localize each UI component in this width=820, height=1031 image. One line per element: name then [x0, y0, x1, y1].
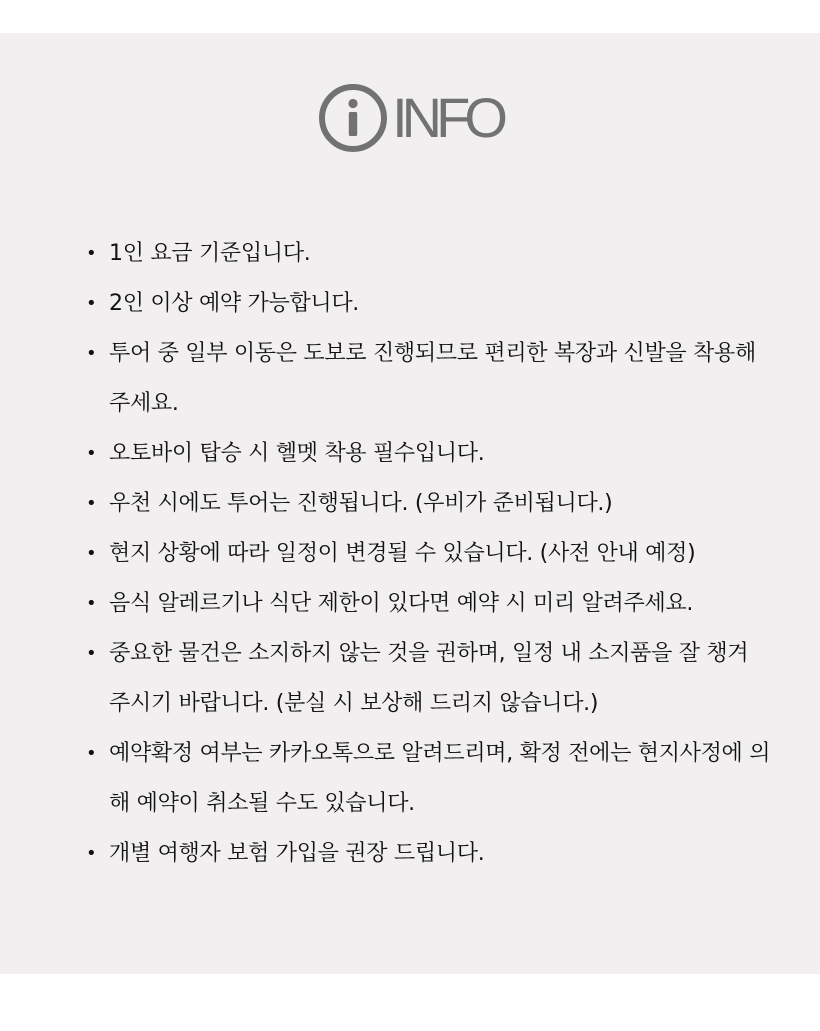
- bullet-icon: •: [86, 493, 97, 514]
- info-title: INFO: [392, 86, 502, 149]
- list-item: [0, 229, 820, 279]
- note-text: 중요한 물건은 소지하지 않는 것을 권하며, 일정 내 소지품을 잘 챙겨 주시기 바랍니다. (분실 시 보상해 드리지 않습니다.): [109, 641, 749, 716]
- bullet-icon: •: [86, 343, 97, 364]
- list-item: [0, 629, 820, 729]
- list-item: [0, 829, 820, 879]
- note-text: 현지 상황에 따라 일정이 변경될 수 있습니다. (사전 안내 예정): [109, 541, 696, 566]
- notes-list: [0, 229, 820, 879]
- list-item: [0, 429, 820, 479]
- info-header: [0, 83, 820, 153]
- list-item: [0, 279, 820, 329]
- note-text: 투어 중 일부 이동은 도보로 진행되므로 편리한 복장과 신발을 착용해 주세요.: [109, 341, 756, 416]
- list-item: [0, 529, 820, 579]
- bullet-icon: •: [86, 243, 97, 264]
- note-text: 예약확정 여부는 카카오톡으로 알려드리며, 확정 전에는 현지사정에 의해 예약이 취소될 수도 있습니다.: [109, 741, 771, 816]
- bullet-icon: •: [86, 643, 97, 664]
- bullet-icon: •: [86, 293, 97, 314]
- note-text: 1인 요금 기준입니다.: [109, 241, 311, 266]
- list-item: [0, 479, 820, 529]
- note-text: 개별 여행자 보험 가입을 권장 드립니다.: [109, 841, 485, 866]
- bullet-icon: •: [86, 443, 97, 464]
- note-text: 음식 알레르기나 식단 제한이 있다면 예약 시 미리 알려주세요.: [109, 591, 694, 616]
- note-text: 2인 이상 예약 가능합니다.: [109, 291, 359, 316]
- bullet-icon: •: [86, 743, 97, 764]
- note-text: 우천 시에도 투어는 진행됩니다. (우비가 준비됩니다.): [109, 491, 613, 516]
- note-text: 오토바이 탑승 시 헬멧 착용 필수입니다.: [109, 441, 485, 466]
- bullet-icon: •: [86, 543, 97, 564]
- info-panel: [0, 33, 820, 974]
- list-item: [0, 579, 820, 629]
- list-item: [0, 329, 820, 429]
- info-circle-icon: [318, 83, 388, 153]
- bottom-spacer: [0, 974, 820, 1031]
- bullet-icon: •: [86, 593, 97, 614]
- bullet-icon: •: [86, 843, 97, 864]
- list-item: [0, 729, 820, 829]
